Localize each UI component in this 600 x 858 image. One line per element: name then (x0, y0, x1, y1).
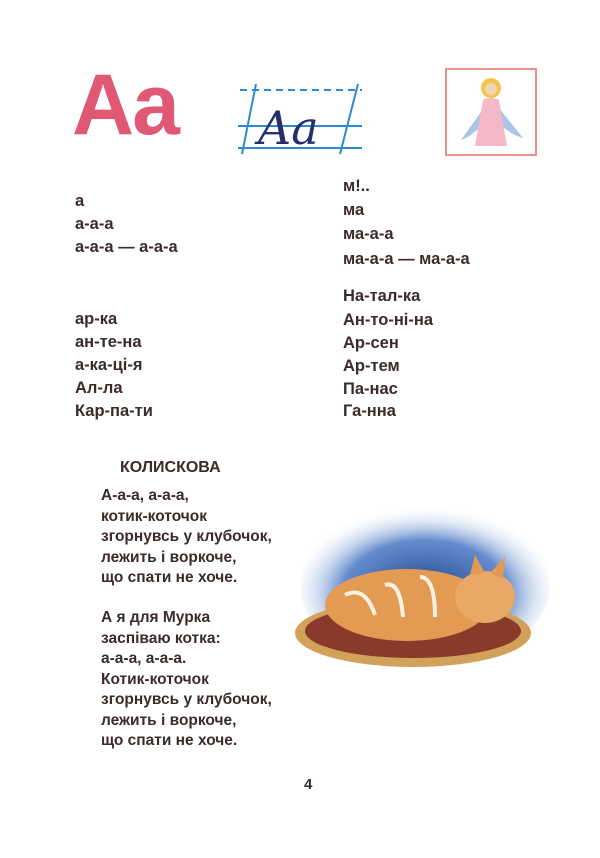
word: На-тал-ка (343, 287, 421, 305)
word: ма-а-а (343, 225, 394, 243)
page-number: 4 (304, 776, 313, 793)
poem-line: що спати не хоче. (101, 569, 238, 586)
poem-line: згорнувсь у клубочок, (101, 691, 272, 708)
poem-line: заспіваю котка: (101, 630, 221, 647)
poem-title: КОЛИСКОВА (120, 459, 221, 476)
poem-line: котик-коточок (101, 508, 208, 525)
word: Ал-ла (75, 379, 123, 397)
word: ма (343, 201, 365, 219)
word: Кар-па-ти (75, 402, 153, 420)
word: Ан-то-ні-на (343, 311, 434, 329)
word: а-ка-ці-я (75, 356, 143, 374)
word: а (75, 192, 85, 210)
word: ар-ка (75, 310, 118, 328)
poem-line: що спати не хоче. (101, 732, 238, 749)
word: м!.. (343, 177, 370, 195)
word: ма-а-а — ма-а-а (343, 250, 470, 268)
cursive-letter-lines (236, 84, 366, 156)
script-letter: Aa (258, 101, 319, 155)
poem-line: згорнувсь у клубочок, (101, 528, 272, 545)
poem-line: Котик-коточок (101, 671, 209, 688)
poem-line: лежить і воркоче, (101, 712, 237, 729)
word: Па-нас (343, 380, 398, 398)
printed-letter: Aa (72, 57, 178, 153)
poem-line: А я для Мурка (101, 609, 211, 626)
word: а-а-а — а-а-а (75, 238, 178, 256)
word: Га-нна (343, 402, 396, 420)
word: ан-те-на (75, 333, 142, 351)
sleeping-cat-picture (285, 505, 550, 675)
word: Ар-сен (343, 334, 399, 352)
poem-line: А-а-а, а-а-а, (101, 487, 189, 504)
word: Ар-тем (343, 357, 400, 375)
word: а-а-а (75, 215, 114, 233)
poem-line: лежить і воркоче, (101, 549, 237, 566)
poem-line: а-а-а, а-а-а. (101, 650, 187, 667)
angel-picture (445, 68, 537, 156)
